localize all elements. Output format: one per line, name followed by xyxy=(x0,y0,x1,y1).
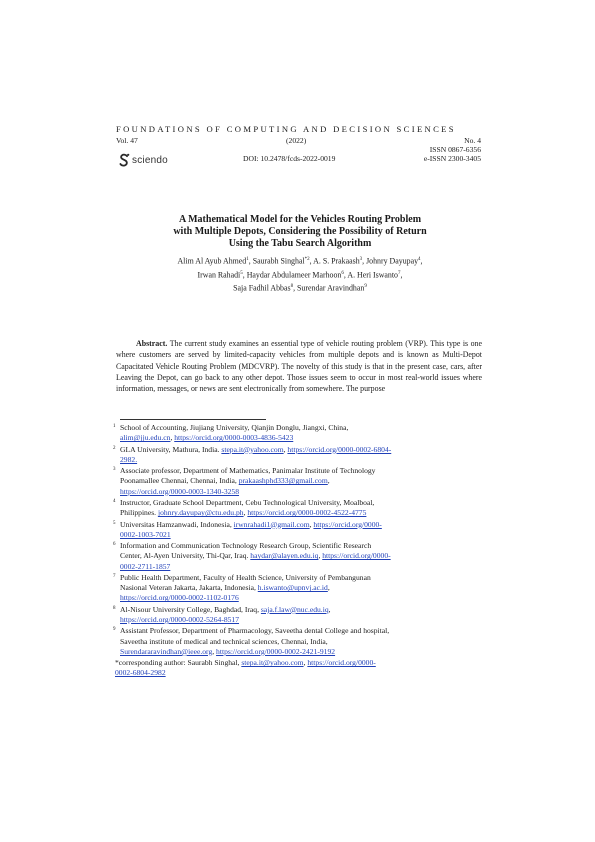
email-link[interactable]: stepa.it@yahoo.com xyxy=(241,658,304,668)
footnote-line xyxy=(120,626,483,636)
author-line: Saja Fadhil Abbas$^8$, Surendar Aravindhan$^9$ xyxy=(233,283,367,293)
footnote-line xyxy=(120,445,483,455)
orcid-link[interactable]: 2982. xyxy=(120,454,138,464)
footnote-text: Universitas Hamzanwadi, Indonesia, xyxy=(120,519,234,529)
footnote-line xyxy=(120,637,483,647)
footnote-text: Philippines. xyxy=(120,508,158,518)
footnote-line xyxy=(120,593,483,603)
footnotes xyxy=(113,423,483,680)
publisher-logo xyxy=(118,153,168,167)
footnote xyxy=(113,520,483,540)
author-affiliation-mark: 4 xyxy=(418,257,421,262)
footnote-text: , xyxy=(243,508,248,518)
footnote xyxy=(113,605,483,625)
footnote-mark: 7 xyxy=(113,573,116,579)
footnote-line xyxy=(115,658,483,668)
title-line: A Mathematical Model for the Vehicles Routing Problem xyxy=(178,214,422,225)
footnote-line xyxy=(120,647,483,657)
email-link[interactable]: h.iswanto@upnvj.ac.id xyxy=(257,583,328,593)
footnote xyxy=(113,573,483,604)
orcid-link[interactable]: https://orcid.org/0000-0002-4522-4775 xyxy=(247,508,367,518)
author-name: Saurabh Singhal xyxy=(252,256,305,266)
footnote-line xyxy=(120,487,483,497)
footnote-text: , xyxy=(309,519,314,529)
orcid-link[interactable]: 0002-6804-2982 xyxy=(115,668,166,678)
footnote-mark: 2 xyxy=(113,445,116,451)
footnote-line xyxy=(120,583,483,593)
footnote-text: , xyxy=(303,658,308,668)
author-affiliation-mark: 7 xyxy=(398,270,401,276)
author-name: A. Heri Iswanto xyxy=(347,270,398,280)
email-link[interactable]: saja.f.law@nuc.edu.iq xyxy=(260,604,329,614)
email-link[interactable]: Surendararavindhan@ieee.org xyxy=(120,646,213,656)
footnote-line xyxy=(120,615,483,625)
author-name: Johnry Dayupay xyxy=(366,256,419,266)
author-name: Haydar Abdulameer Marhoon xyxy=(246,270,342,280)
author-affiliation-mark: 6 xyxy=(341,270,344,276)
sciendo-icon xyxy=(118,153,130,167)
author-name: Surendar Aravindhan xyxy=(297,283,365,293)
footnote-line xyxy=(120,541,483,551)
orcid-link[interactable]: 0002-1003-7021 xyxy=(120,529,171,539)
footnote-mark: 5 xyxy=(113,520,116,526)
footnote-line xyxy=(120,423,483,433)
footnote-text: , xyxy=(327,476,330,486)
email-link[interactable]: stepa.it@yahoo.com xyxy=(221,444,284,454)
author-name: Alim Al Ayub Ahmed xyxy=(177,256,247,266)
footnote-text: Associate professor, Department of Mathematics, Panimalar Institute of Technology xyxy=(120,466,376,476)
email-link[interactable]: haydar@alayen.edu.iq xyxy=(250,551,319,561)
footnote xyxy=(113,423,483,443)
issn-label: ISSN 0867-6356 xyxy=(429,144,481,154)
footnote-mark: 6 xyxy=(113,542,116,548)
footnote xyxy=(113,445,483,465)
eissn-label: e-ISSN 2300-3405 xyxy=(423,154,481,163)
footnote-mark: 8 xyxy=(113,605,116,611)
orcid-link[interactable]: https://orcid.org/0000- xyxy=(307,658,376,668)
footnote-line xyxy=(120,466,483,476)
footnote-divider xyxy=(120,419,266,420)
abstract-text: The current study examines an essential type of vehicle routing problem (VRP). This type is one where customers are served by limited-capacity vehicles from multiple depots and is known as Multi-Depot Capacitated Vehicle Routing Problem (MDCVRP). The novelty of this study is that in the present case, cars, after Leaving the Depot, can go back to any other depot. Those issues seem to occur in most real-world issues where information, messages, or news are sent electronically from somewhere. The purpose xyxy=(116,339,482,394)
author-affiliation-mark: 3 xyxy=(359,257,363,262)
paper-title xyxy=(100,214,500,251)
author-list xyxy=(100,254,500,295)
author-affiliation-mark: 5 xyxy=(240,270,243,276)
footnote-text: Instructor, Graduate School Department, Cebu Technological University, Moalboal, xyxy=(120,497,375,507)
orcid-link[interactable]: https://orcid.org/0000-0002-1102-0176 xyxy=(120,593,239,603)
abstract-label: Abstract. xyxy=(136,339,168,348)
footnote-line xyxy=(120,455,483,465)
footnote-line xyxy=(120,562,483,572)
author-affiliation-mark: 8 xyxy=(290,284,294,290)
email-link[interactable]: irwnrahadi1@gmail.com xyxy=(233,519,310,529)
footnote xyxy=(113,541,483,572)
footnote-text: Information and Communication Technology Research Group, Scientific Research xyxy=(120,541,372,551)
author-affiliation-mark: 9 xyxy=(364,284,367,290)
footnote-line xyxy=(120,605,483,615)
footnote-line xyxy=(120,476,483,486)
orcid-link[interactable]: https://orcid.org/0000- xyxy=(313,519,382,529)
issue-number: No. 4 xyxy=(464,136,481,145)
footnote-line xyxy=(120,433,483,443)
volume-label: Vol. 47 xyxy=(116,136,138,145)
email-link[interactable]: alim@jju.edu.cn xyxy=(120,433,171,443)
footnote-mark: 3 xyxy=(113,467,116,473)
author-name: Irwan Rahadi xyxy=(197,270,241,280)
footnote-text: Nasional Veteran Jakarta, Jakarta, Indonesia, xyxy=(120,583,258,593)
footnote-text: , xyxy=(212,646,217,656)
footnote-text: Center, Al-Ayen University, Thi-Qar, Iraq. xyxy=(120,551,251,561)
footnote-text: Saveetha institute of medical and technical sciences, Chennai, India, xyxy=(120,636,328,646)
orcid-link[interactable]: https://orcid.org/0000-0002-6804- xyxy=(287,444,392,454)
footnote-mark: 4 xyxy=(113,498,116,504)
footnote-text: School of Accounting, Jiujiang University, Qianjin Donglu, Jiangxi, China, xyxy=(120,423,349,432)
footnote-text: Al-Nisour University College, Baghdad, Iraq, xyxy=(120,604,261,614)
doi-label: DOI: 10.2478/fcds-2022-0019 xyxy=(243,154,336,163)
footnote-text: , xyxy=(327,583,330,593)
footnote-line xyxy=(120,573,483,583)
orcid-link[interactable]: https://orcid.org/0000-0002-5264-8517 xyxy=(120,614,240,624)
footnote-line xyxy=(120,498,483,508)
year-label: (2022) xyxy=(286,136,307,145)
footnote-text: Public Health Department, Faculty of Health Science, University of Pembangunan xyxy=(120,572,371,582)
author-affiliation-mark: 1 xyxy=(246,257,249,262)
footnote-text: *corresponding author: Saurabh Singhal, xyxy=(115,658,242,668)
footnote-mark: 1 xyxy=(113,424,116,429)
footnote xyxy=(113,658,483,678)
footnote-line xyxy=(120,508,483,518)
orcid-link[interactable]: https://orcid.org/0000-0003-1340-3258 xyxy=(120,486,240,496)
footnote-line xyxy=(120,520,483,530)
footnote-line xyxy=(115,668,483,678)
email-link[interactable]: prakaashphd333@gmail.com xyxy=(238,476,328,486)
title-line: Using the Tabu Search Algorithm xyxy=(228,238,372,250)
footnote-text: , xyxy=(170,433,175,443)
journal-title: FOUNDATIONS OF COMPUTING AND DECISION SCIENCES xyxy=(116,124,456,134)
author-name: Saja Fadhil Abbas xyxy=(233,283,291,293)
author-line: Irwan Rahadi$^5$, Haydar Abdulameer Marhoon$^6$, A. Heri Iswanto$^7$, xyxy=(197,270,403,280)
footnote-text: , xyxy=(318,551,323,561)
orcid-link[interactable]: https://orcid.org/0000-0003-4836-5423 xyxy=(174,433,294,443)
footnote-mark: 9 xyxy=(113,627,116,633)
footnote xyxy=(113,498,483,518)
publisher-name: sciendo xyxy=(132,154,168,166)
orcid-link[interactable]: https://orcid.org/0000-0002-2421-9192 xyxy=(216,646,336,656)
title-line: with Multiple Depots, Considering the Possibility of Return xyxy=(173,226,427,238)
author-affiliation-mark: *2 xyxy=(304,257,310,262)
orcid-link[interactable]: 0002-2711-1857 xyxy=(120,561,171,571)
footnote-text: Assistant Professor, Department of Pharmacology, Saveetha dental College and hospital, xyxy=(120,626,390,636)
author-name: A. S. Prakaash xyxy=(313,256,360,266)
footnote-text: GLA University, Mathura, India. xyxy=(120,444,222,454)
footnote-line xyxy=(120,530,483,540)
author-line: Alim Al Ayub Ahmed$^1$, Saurabh Singhal$^{*2}$, A. S. Prakaash$^3$, Johnry Dayupay$^4$, xyxy=(177,256,423,266)
footnote-text: , xyxy=(283,444,288,454)
footnote xyxy=(113,626,483,657)
footnote xyxy=(113,466,483,497)
orcid-link[interactable]: https://orcid.org/0000- xyxy=(322,551,391,561)
footnote-text: , xyxy=(328,604,331,614)
footnote-text: Poonamallee Chennai, Chennai, India, xyxy=(120,476,239,486)
email-link[interactable]: johnry.dayupay@ctu.edu.ph xyxy=(157,508,244,518)
footnote-line xyxy=(120,551,483,561)
abstract xyxy=(116,338,482,394)
